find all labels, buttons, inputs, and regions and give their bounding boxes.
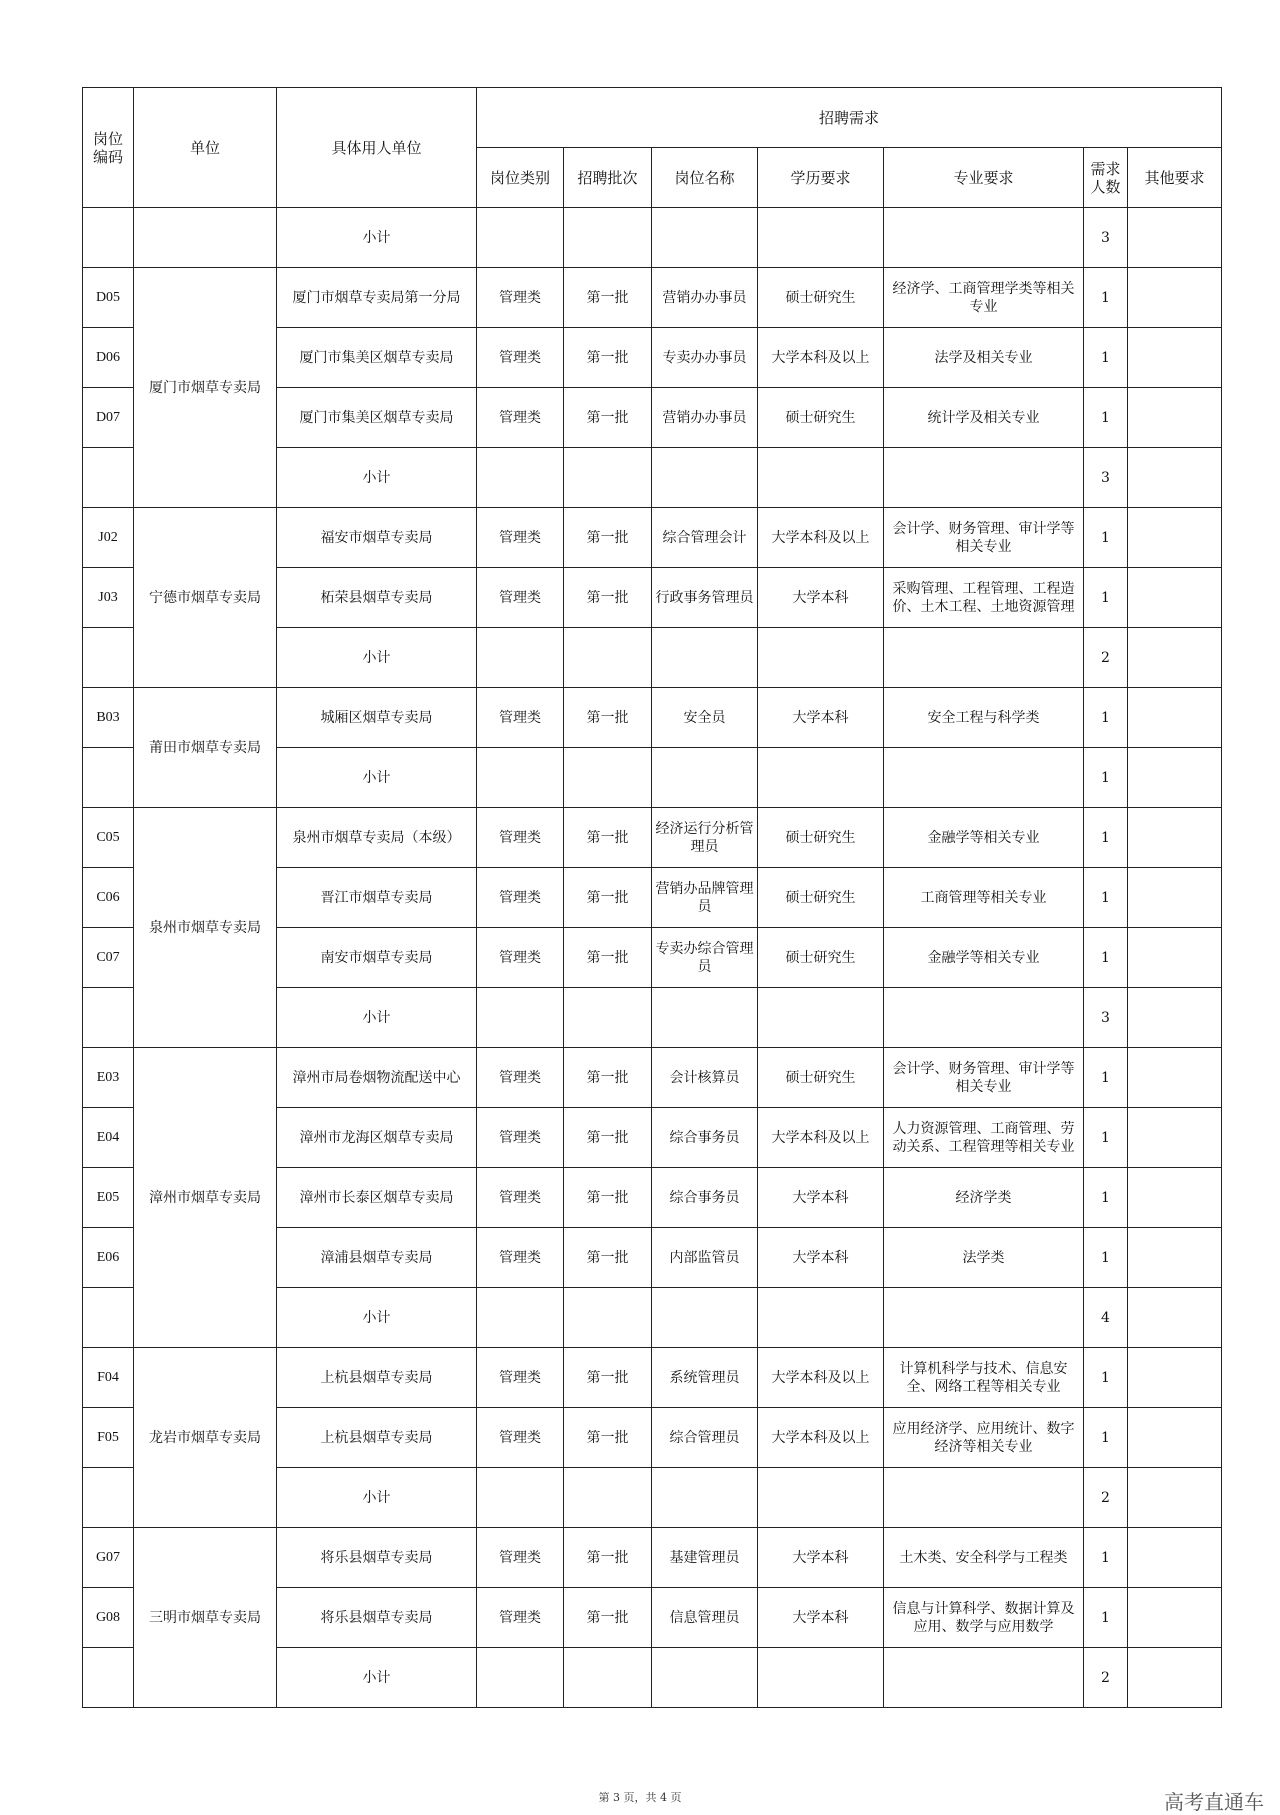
header-position: 岗位名称 bbox=[652, 148, 758, 208]
cell-major: 人力资源管理、工商管理、劳动关系、工程管理等相关专业 bbox=[884, 1108, 1084, 1168]
cell-code: E04 bbox=[83, 1108, 134, 1168]
table-row bbox=[83, 688, 1222, 748]
cell-education: 大学本科 bbox=[758, 568, 884, 628]
cell-major: 经济学、工商管理学类等相关专业 bbox=[884, 268, 1084, 328]
cell-count: 1 bbox=[1084, 328, 1128, 388]
cell-code bbox=[83, 1648, 134, 1708]
cell-position bbox=[652, 208, 758, 268]
cell-other bbox=[1128, 868, 1222, 928]
cell-employer: 城厢区烟草专卖局 bbox=[277, 688, 477, 748]
cell-major: 会计学、财务管理、审计学等相关专业 bbox=[884, 1048, 1084, 1108]
cell-employer: 小计 bbox=[277, 448, 477, 508]
cell-batch: 第一批 bbox=[564, 1108, 652, 1168]
cell-education: 硕士研究生 bbox=[758, 388, 884, 448]
cell-category bbox=[477, 1648, 564, 1708]
cell-count: 1 bbox=[1084, 268, 1128, 328]
cell-other bbox=[1128, 1108, 1222, 1168]
header-major: 专业要求 bbox=[884, 148, 1084, 208]
cell-code bbox=[83, 988, 134, 1048]
cell-count: 3 bbox=[1084, 448, 1128, 508]
cell-education bbox=[758, 988, 884, 1048]
cell-code bbox=[83, 628, 134, 688]
cell-education bbox=[758, 1468, 884, 1528]
cell-other bbox=[1128, 508, 1222, 568]
cell-education bbox=[758, 1288, 884, 1348]
cell-batch: 第一批 bbox=[564, 688, 652, 748]
header-count: 需求人数 bbox=[1084, 148, 1128, 208]
cell-employer: 漳州市龙海区烟草专卖局 bbox=[277, 1108, 477, 1168]
cell-position: 经济运行分析管理员 bbox=[652, 808, 758, 868]
cell-batch bbox=[564, 988, 652, 1048]
cell-batch: 第一批 bbox=[564, 508, 652, 568]
cell-employer: 福安市烟草专卖局 bbox=[277, 508, 477, 568]
table-body bbox=[83, 208, 1222, 1708]
cell-major: 经济学类 bbox=[884, 1168, 1084, 1228]
cell-unit: 厦门市烟草专卖局 bbox=[134, 268, 277, 508]
cell-batch bbox=[564, 628, 652, 688]
cell-category bbox=[477, 988, 564, 1048]
cell-other bbox=[1128, 748, 1222, 808]
cell-count: 1 bbox=[1084, 1348, 1128, 1408]
cell-code bbox=[83, 448, 134, 508]
header-batch: 招聘批次 bbox=[564, 148, 652, 208]
cell-code bbox=[83, 1288, 134, 1348]
header-category: 岗位类别 bbox=[477, 148, 564, 208]
cell-category bbox=[477, 208, 564, 268]
cell-category bbox=[477, 628, 564, 688]
cell-position: 安全员 bbox=[652, 688, 758, 748]
cell-count: 1 bbox=[1084, 748, 1128, 808]
cell-other bbox=[1128, 988, 1222, 1048]
cell-employer: 上杭县烟草专卖局 bbox=[277, 1408, 477, 1468]
cell-position: 综合管理会计 bbox=[652, 508, 758, 568]
cell-count: 2 bbox=[1084, 1468, 1128, 1528]
cell-position bbox=[652, 628, 758, 688]
cell-employer: 厦门市集美区烟草专卖局 bbox=[277, 388, 477, 448]
cell-position: 基建管理员 bbox=[652, 1528, 758, 1588]
cell-category: 管理类 bbox=[477, 268, 564, 328]
page-footer: 第 3 页，共 4 页 bbox=[598, 1791, 682, 1804]
cell-code: J03 bbox=[83, 568, 134, 628]
cell-other bbox=[1128, 808, 1222, 868]
cell-position: 综合事务员 bbox=[652, 1108, 758, 1168]
cell-count: 1 bbox=[1084, 1168, 1128, 1228]
cell-code: G08 bbox=[83, 1588, 134, 1648]
cell-major: 会计学、财务管理、审计学等相关专业 bbox=[884, 508, 1084, 568]
cell-count: 2 bbox=[1084, 1648, 1128, 1708]
cell-employer: 小计 bbox=[277, 628, 477, 688]
table-row bbox=[83, 1048, 1222, 1108]
cell-batch bbox=[564, 1468, 652, 1528]
cell-education: 大学本科及以上 bbox=[758, 1408, 884, 1468]
cell-category: 管理类 bbox=[477, 1588, 564, 1648]
cell-employer: 漳州市长泰区烟草专卖局 bbox=[277, 1168, 477, 1228]
cell-other bbox=[1128, 1588, 1222, 1648]
cell-employer: 南安市烟草专卖局 bbox=[277, 928, 477, 988]
cell-employer: 厦门市集美区烟草专卖局 bbox=[277, 328, 477, 388]
cell-other bbox=[1128, 1408, 1222, 1468]
cell-batch: 第一批 bbox=[564, 328, 652, 388]
cell-other bbox=[1128, 268, 1222, 328]
cell-category: 管理类 bbox=[477, 568, 564, 628]
cell-category: 管理类 bbox=[477, 868, 564, 928]
table-row bbox=[83, 808, 1222, 868]
cell-count: 3 bbox=[1084, 988, 1128, 1048]
cell-employer: 小计 bbox=[277, 1468, 477, 1528]
cell-count: 1 bbox=[1084, 1228, 1128, 1288]
cell-employer: 泉州市烟草专卖局（本级） bbox=[277, 808, 477, 868]
cell-category: 管理类 bbox=[477, 1168, 564, 1228]
cell-education: 大学本科及以上 bbox=[758, 1108, 884, 1168]
cell-other bbox=[1128, 1528, 1222, 1588]
cell-employer: 小计 bbox=[277, 208, 477, 268]
cell-category bbox=[477, 1468, 564, 1528]
cell-employer: 晋江市烟草专卖局 bbox=[277, 868, 477, 928]
cell-education: 大学本科 bbox=[758, 1588, 884, 1648]
cell-other bbox=[1128, 1348, 1222, 1408]
cell-employer: 小计 bbox=[277, 748, 477, 808]
cell-code: F04 bbox=[83, 1348, 134, 1408]
cell-position bbox=[652, 1468, 758, 1528]
cell-count: 1 bbox=[1084, 1048, 1128, 1108]
cell-employer: 厦门市烟草专卖局第一分局 bbox=[277, 268, 477, 328]
table-row bbox=[83, 508, 1222, 568]
cell-code: D05 bbox=[83, 268, 134, 328]
cell-batch: 第一批 bbox=[564, 1408, 652, 1468]
cell-count: 2 bbox=[1084, 628, 1128, 688]
cell-major bbox=[884, 1288, 1084, 1348]
cell-position: 专卖办办事员 bbox=[652, 328, 758, 388]
cell-position: 营销办办事员 bbox=[652, 388, 758, 448]
cell-batch: 第一批 bbox=[564, 868, 652, 928]
cell-major bbox=[884, 1648, 1084, 1708]
cell-unit: 莆田市烟草专卖局 bbox=[134, 688, 277, 808]
cell-position: 专卖办综合管理员 bbox=[652, 928, 758, 988]
cell-education: 硕士研究生 bbox=[758, 928, 884, 988]
cell-count: 1 bbox=[1084, 868, 1128, 928]
cell-batch: 第一批 bbox=[564, 1588, 652, 1648]
cell-category: 管理类 bbox=[477, 688, 564, 748]
cell-batch bbox=[564, 748, 652, 808]
cell-major bbox=[884, 628, 1084, 688]
cell-batch: 第一批 bbox=[564, 1048, 652, 1108]
cell-employer: 上杭县烟草专卖局 bbox=[277, 1348, 477, 1408]
cell-batch: 第一批 bbox=[564, 808, 652, 868]
cell-batch: 第一批 bbox=[564, 1168, 652, 1228]
cell-position bbox=[652, 748, 758, 808]
cell-position bbox=[652, 1288, 758, 1348]
cell-other bbox=[1128, 1648, 1222, 1708]
cell-code bbox=[83, 1468, 134, 1528]
cell-major: 信息与计算科学、数据计算及应用、数学与应用数学 bbox=[884, 1588, 1084, 1648]
header-demand: 招聘需求 bbox=[477, 88, 1222, 148]
table-row bbox=[83, 268, 1222, 328]
cell-employer: 柘荣县烟草专卖局 bbox=[277, 568, 477, 628]
cell-education bbox=[758, 208, 884, 268]
cell-other bbox=[1128, 1228, 1222, 1288]
cell-category: 管理类 bbox=[477, 1408, 564, 1468]
cell-category: 管理类 bbox=[477, 328, 564, 388]
cell-code: E05 bbox=[83, 1168, 134, 1228]
cell-other bbox=[1128, 208, 1222, 268]
header-employer: 具体用人单位 bbox=[277, 88, 477, 208]
cell-code: C05 bbox=[83, 808, 134, 868]
table-row bbox=[83, 208, 1222, 268]
cell-batch bbox=[564, 208, 652, 268]
cell-code: J02 bbox=[83, 508, 134, 568]
cell-education: 大学本科 bbox=[758, 1528, 884, 1588]
cell-category: 管理类 bbox=[477, 808, 564, 868]
table-row bbox=[83, 1348, 1222, 1408]
cell-position: 系统管理员 bbox=[652, 1348, 758, 1408]
cell-education: 大学本科及以上 bbox=[758, 508, 884, 568]
cell-category: 管理类 bbox=[477, 1108, 564, 1168]
cell-education: 大学本科及以上 bbox=[758, 1348, 884, 1408]
cell-code: C06 bbox=[83, 868, 134, 928]
cell-position: 内部监管员 bbox=[652, 1228, 758, 1288]
cell-position: 信息管理员 bbox=[652, 1588, 758, 1648]
header-code: 岗位编码 bbox=[83, 88, 134, 208]
cell-major: 应用经济学、应用统计、数字经济等相关专业 bbox=[884, 1408, 1084, 1468]
cell-code: B03 bbox=[83, 688, 134, 748]
cell-employer: 漳州市局卷烟物流配送中心 bbox=[277, 1048, 477, 1108]
cell-code: G07 bbox=[83, 1528, 134, 1588]
cell-count: 4 bbox=[1084, 1288, 1128, 1348]
cell-other bbox=[1128, 1288, 1222, 1348]
cell-category: 管理类 bbox=[477, 1528, 564, 1588]
cell-position bbox=[652, 988, 758, 1048]
cell-major: 安全工程与科学类 bbox=[884, 688, 1084, 748]
cell-position: 行政事务管理员 bbox=[652, 568, 758, 628]
cell-unit: 泉州市烟草专卖局 bbox=[134, 808, 277, 1048]
cell-education: 硕士研究生 bbox=[758, 868, 884, 928]
cell-major: 工商管理等相关专业 bbox=[884, 868, 1084, 928]
cell-code: F05 bbox=[83, 1408, 134, 1468]
cell-education bbox=[758, 628, 884, 688]
cell-unit bbox=[134, 208, 277, 268]
cell-other bbox=[1128, 688, 1222, 748]
cell-major: 金融学等相关专业 bbox=[884, 928, 1084, 988]
cell-education: 大学本科 bbox=[758, 1168, 884, 1228]
cell-code: D07 bbox=[83, 388, 134, 448]
cell-batch: 第一批 bbox=[564, 1228, 652, 1288]
cell-batch bbox=[564, 1288, 652, 1348]
cell-employer: 小计 bbox=[277, 988, 477, 1048]
cell-employer: 将乐县烟草专卖局 bbox=[277, 1588, 477, 1648]
table-row bbox=[83, 1528, 1222, 1588]
cell-education: 硕士研究生 bbox=[758, 808, 884, 868]
cell-major: 采购管理、工程管理、工程造价、土木工程、土地资源管理 bbox=[884, 568, 1084, 628]
cell-batch: 第一批 bbox=[564, 1348, 652, 1408]
cell-position: 会计核算员 bbox=[652, 1048, 758, 1108]
header-unit: 单位 bbox=[134, 88, 277, 208]
cell-category: 管理类 bbox=[477, 1048, 564, 1108]
cell-major: 土木类、安全科学与工程类 bbox=[884, 1528, 1084, 1588]
cell-other bbox=[1128, 1048, 1222, 1108]
cell-count: 1 bbox=[1084, 1588, 1128, 1648]
cell-count: 1 bbox=[1084, 508, 1128, 568]
cell-major: 法学及相关专业 bbox=[884, 328, 1084, 388]
cell-other bbox=[1128, 1468, 1222, 1528]
cell-category bbox=[477, 1288, 564, 1348]
cell-employer: 小计 bbox=[277, 1288, 477, 1348]
cell-education bbox=[758, 1648, 884, 1708]
cell-unit: 龙岩市烟草专卖局 bbox=[134, 1348, 277, 1528]
cell-major bbox=[884, 208, 1084, 268]
cell-major bbox=[884, 988, 1084, 1048]
header-education: 学历要求 bbox=[758, 148, 884, 208]
cell-major bbox=[884, 748, 1084, 808]
cell-major bbox=[884, 1468, 1084, 1528]
cell-unit: 宁德市烟草专卖局 bbox=[134, 508, 277, 688]
cell-batch bbox=[564, 448, 652, 508]
cell-employer: 漳浦县烟草专卖局 bbox=[277, 1228, 477, 1288]
cell-batch bbox=[564, 1648, 652, 1708]
cell-major: 计算机科学与技术、信息安全、网络工程等相关专业 bbox=[884, 1348, 1084, 1408]
cell-category: 管理类 bbox=[477, 508, 564, 568]
cell-position bbox=[652, 448, 758, 508]
cell-education: 硕士研究生 bbox=[758, 268, 884, 328]
cell-education: 大学本科 bbox=[758, 1228, 884, 1288]
cell-other bbox=[1128, 628, 1222, 688]
cell-count: 1 bbox=[1084, 1408, 1128, 1468]
cell-count: 1 bbox=[1084, 568, 1128, 628]
cell-other bbox=[1128, 328, 1222, 388]
cell-code: E03 bbox=[83, 1048, 134, 1108]
cell-count: 3 bbox=[1084, 208, 1128, 268]
cell-unit: 漳州市烟草专卖局 bbox=[134, 1048, 277, 1348]
cell-batch: 第一批 bbox=[564, 1528, 652, 1588]
cell-position bbox=[652, 1648, 758, 1708]
cell-category: 管理类 bbox=[477, 1348, 564, 1408]
cell-count: 1 bbox=[1084, 688, 1128, 748]
cell-code: E06 bbox=[83, 1228, 134, 1288]
cell-category bbox=[477, 448, 564, 508]
cell-education: 硕士研究生 bbox=[758, 1048, 884, 1108]
cell-category: 管理类 bbox=[477, 1228, 564, 1288]
cell-code: C07 bbox=[83, 928, 134, 988]
cell-unit: 三明市烟草专卖局 bbox=[134, 1528, 277, 1708]
cell-count: 1 bbox=[1084, 1108, 1128, 1168]
cell-other bbox=[1128, 928, 1222, 988]
cell-major bbox=[884, 448, 1084, 508]
cell-major: 法学类 bbox=[884, 1228, 1084, 1288]
cell-category bbox=[477, 748, 564, 808]
cell-code: D06 bbox=[83, 328, 134, 388]
cell-position: 营销办品牌管理员 bbox=[652, 868, 758, 928]
header-other: 其他要求 bbox=[1128, 148, 1222, 208]
cell-code bbox=[83, 748, 134, 808]
cell-position: 综合管理员 bbox=[652, 1408, 758, 1468]
cell-other bbox=[1128, 568, 1222, 628]
cell-category: 管理类 bbox=[477, 388, 564, 448]
cell-position: 综合事务员 bbox=[652, 1168, 758, 1228]
cell-batch: 第一批 bbox=[564, 268, 652, 328]
cell-employer: 将乐县烟草专卖局 bbox=[277, 1528, 477, 1588]
cell-education: 大学本科及以上 bbox=[758, 328, 884, 388]
cell-batch: 第一批 bbox=[564, 928, 652, 988]
cell-education bbox=[758, 748, 884, 808]
cell-count: 1 bbox=[1084, 1528, 1128, 1588]
cell-code bbox=[83, 208, 134, 268]
cell-major: 金融学等相关专业 bbox=[884, 808, 1084, 868]
cell-employer: 小计 bbox=[277, 1648, 477, 1708]
cell-other bbox=[1128, 388, 1222, 448]
cell-count: 1 bbox=[1084, 928, 1128, 988]
cell-education bbox=[758, 448, 884, 508]
recruitment-table bbox=[82, 87, 1222, 1708]
cell-position: 营销办办事员 bbox=[652, 268, 758, 328]
cell-other bbox=[1128, 1168, 1222, 1228]
cell-count: 1 bbox=[1084, 808, 1128, 868]
cell-education: 大学本科 bbox=[758, 688, 884, 748]
cell-batch: 第一批 bbox=[564, 568, 652, 628]
cell-count: 1 bbox=[1084, 388, 1128, 448]
cell-batch: 第一批 bbox=[564, 388, 652, 448]
cell-other bbox=[1128, 448, 1222, 508]
cell-category: 管理类 bbox=[477, 928, 564, 988]
watermark: 高考直通车 bbox=[1164, 1790, 1264, 1814]
cell-major: 统计学及相关专业 bbox=[884, 388, 1084, 448]
